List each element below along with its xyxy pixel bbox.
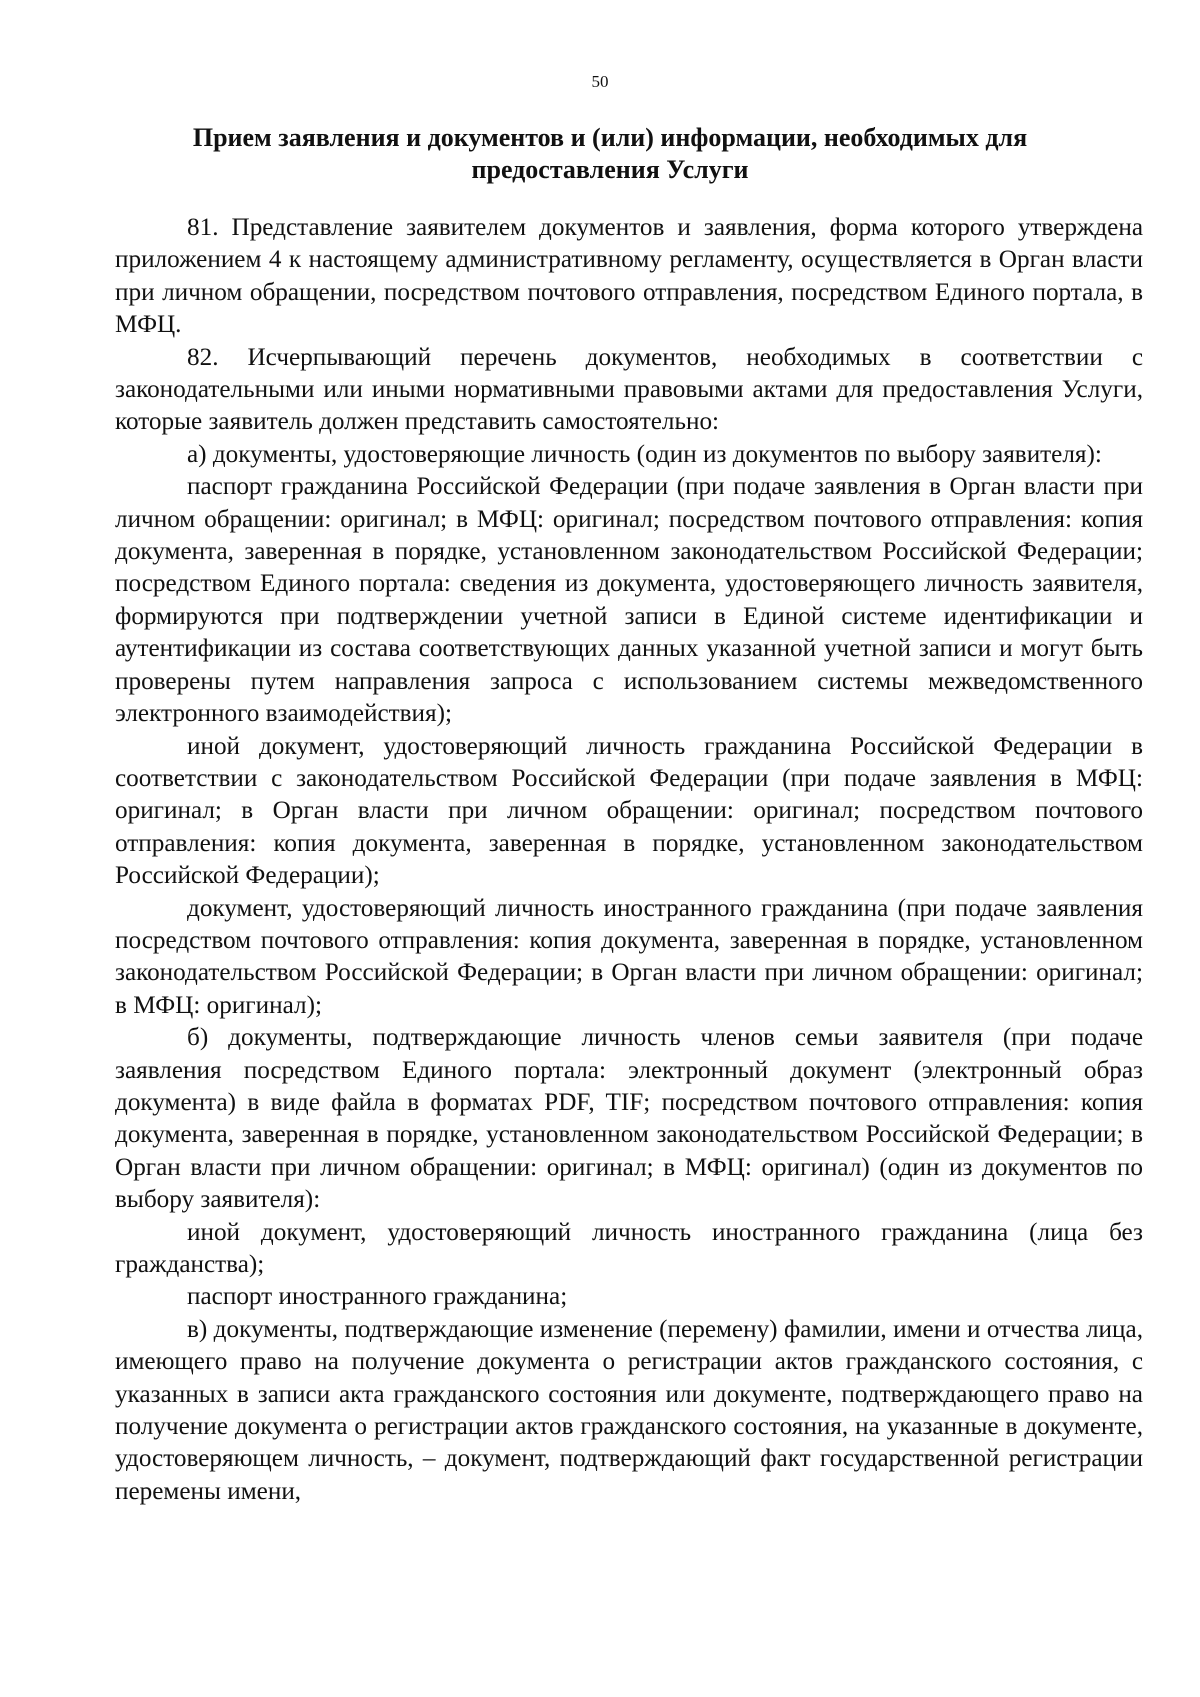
section-title-line-2: предоставления Услуги <box>471 155 749 184</box>
list-subitem-foreign-passport: паспорт иностранного гражданина; <box>187 1283 568 1311</box>
list-subitem-other-id-rf: иной документ, удостоверяющий личность гражданина Российской Федерации в соответствии с законодательством Российской Федерации (при подаче заявления в МФЦ: оригинал; в Орган власти при личном обращении: оригинал; посредством почтового отправления: копия документа, заверенная в порядке, установленном законодательством Российской Федерации); <box>115 732 1143 890</box>
list-subitem-passport-rf: паспорт гражданина Российской Федерации (при подаче заявления в Орган власти при личном обращении: оригинал; в МФЦ: оригинал; посредством почтового отправления: копия документа, заверенная в порядке, установленном законодательством Российской Федерации; посредством Единого портала: сведения из документа, удостоверяющего личность заявителя, формируются при подтверждении учетной записи в Единой системе идентификации и аутентификации из состава соответствующих данных указанной учетной записи и могут быть проверены путем направления запроса с использованием системы межведомственного электронного взаимодействия); <box>115 473 1143 728</box>
paragraph-81: 81. Представление заявителем документов и заявления, форма которого утверждена приложением 4 к настоящему административному регламенту, осуществляется в Орган власти при личном обращении, посредством почтового отправления, посредством Единого портала, в МФЦ. <box>115 214 1143 339</box>
document-body <box>115 212 1143 1508</box>
paragraph-82: 82. Исчерпывающий перечень документов, необходимых в соответствии с законодательными или иными нормативными правовыми актами для предоставления Услуги, которые заявитель должен представить самостоятельно: <box>115 343 1143 436</box>
section-title <box>115 122 1105 186</box>
list-item-c: в) документы, подтверждающие изменение (перемену) фамилии, имени и отчества лица, имеющего право на получение документа о регистрации актов гражданского состояния, с указанных в записи акта гражданского состояния или документе, подтверждающего право на получение документа о регистрации актов гражданского состояния, на указанные в документе, удостоверяющем личность, – документ, подтверждающий факт государственной регистрации перемены имени, <box>115 1315 1143 1505</box>
section-title-line-1: Прием заявления и документов и (или) информации, необходимых для <box>192 123 1028 152</box>
list-item-a: а) документы, удостоверяющие личность (один из документов по выбору заявителя): <box>187 440 1102 468</box>
list-subitem-foreign-id: документ, удостоверяющий личность иностранного гражданина (при подаче заявления посредством почтового отправления: копия документа, заверенная в порядке, установленном законодательством Российской Федерации; в Орган власти при личном обращении: оригинал; в МФЦ: оригинал); <box>115 894 1143 1019</box>
list-item-b: б) документы, подтверждающие личность членов семьи заявителя (при подаче заявления посредством Единого портала: электронный документ (электронный образ документа) в виде файла в форматах PDF, TIF; посредством почтового отправления: копия документа, заверенная в порядке, установленном законодательством Российской Федерации; в Орган власти при личном обращении: оригинал; в МФЦ: оригинал) (один из документов по выбору заявителя): <box>115 1024 1143 1214</box>
list-subitem-stateless-id: иной документ, удостоверяющий личность иностранного гражданина (лица без гражданства); <box>115 1218 1143 1278</box>
page-number: 50 <box>591 72 609 91</box>
